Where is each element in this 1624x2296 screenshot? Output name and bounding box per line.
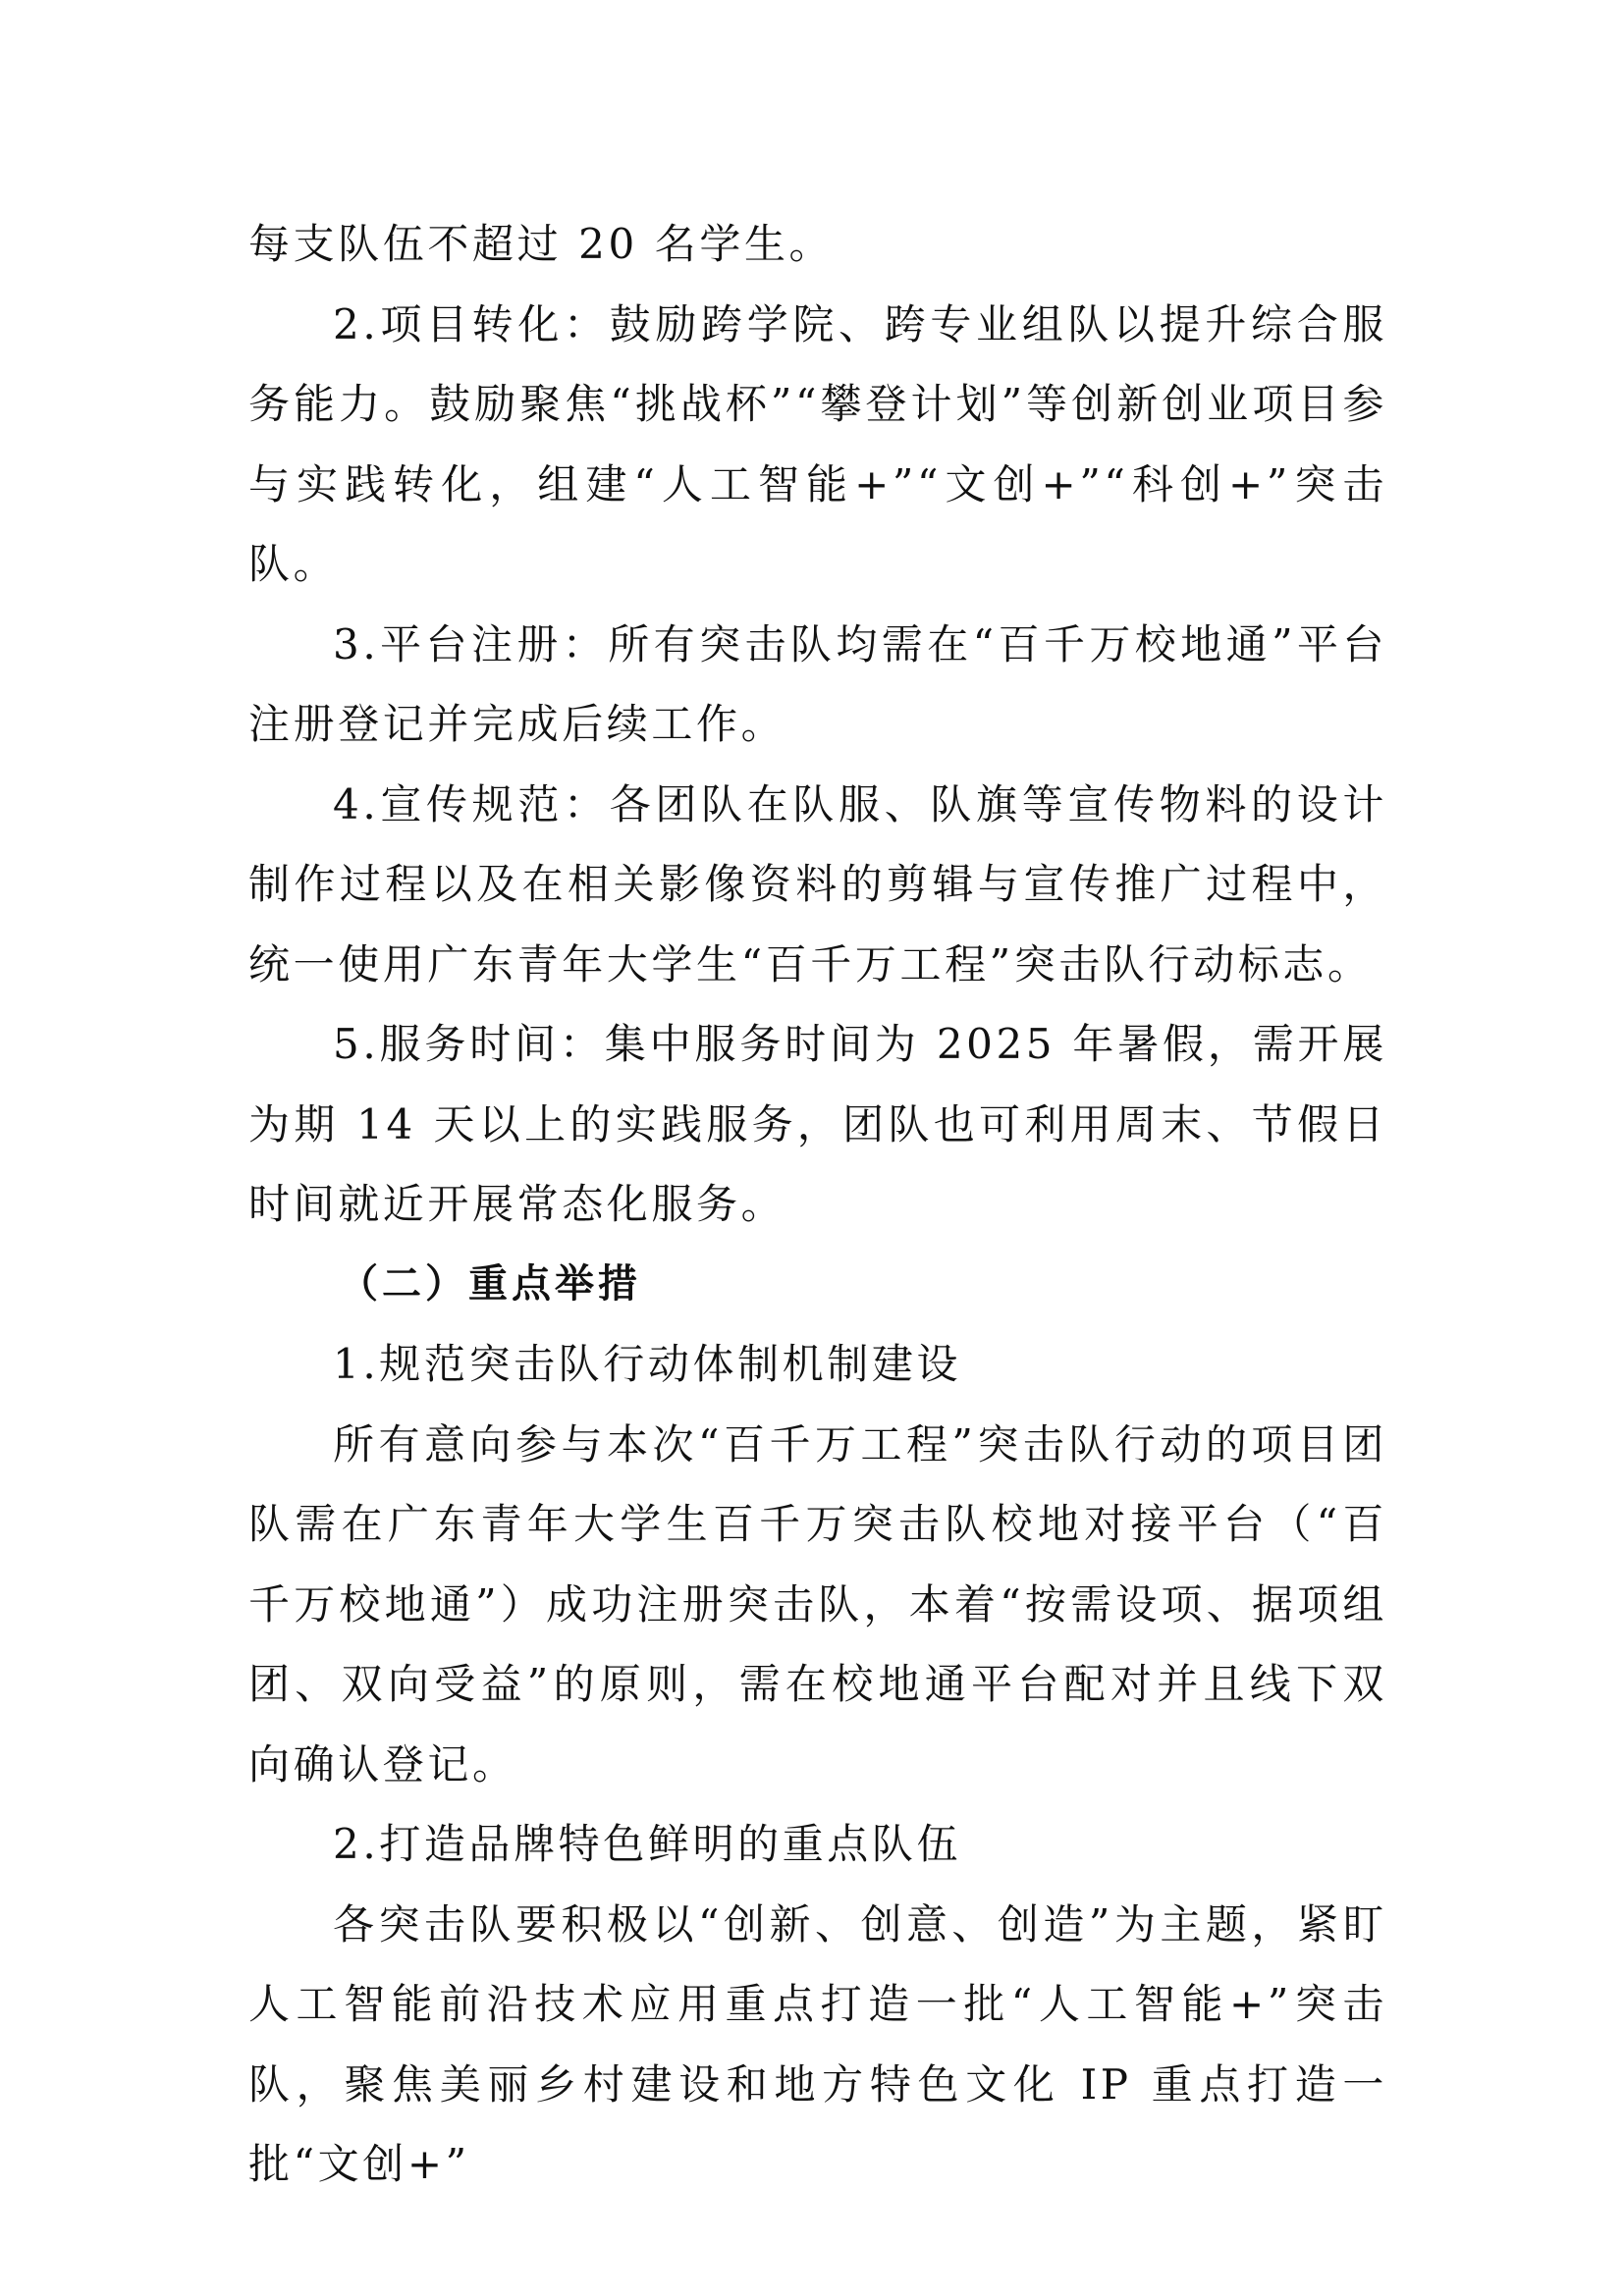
paragraph-project-conversion: 2.项目转化：鼓励跨学院、跨专业组队以提升综合服务能力。鼓励聚焦“挑战杯”“攀登计划”等创新创业项目参与实践转化，组建“人工智能+”“文创+”“科创+”突击队。 [248,299,1387,588]
document-body [248,204,1387,2205]
paragraph-mechanism-building: 所有意向参与本次“百千万工程”突击队行动的项目团队需在广东青年大学生百千万突击队校地对接平台（“百千万校地通”）成功注册突击队，本着“按需设项、据项组团、双向受益”的原则，需在校地通平台配对并且线下双向确认登记。 [248,1419,1387,1789]
paragraph-team-size: 每支队伍不超过 20 名学生。 [248,220,835,268]
subheading-brand-teams: 2.打造品牌特色鲜明的重点队伍 [333,1820,962,1868]
paragraph-platform-registration: 3.平台注册：所有突击队均需在“百千万校地通”平台注册登记并完成后续工作。 [248,619,1387,748]
subheading-mechanism-building: 1.规范突击队行动体制机制建设 [333,1340,962,1388]
section-heading-key-measures: （二）重点举措 [339,1260,641,1307]
paragraph-brand-teams: 各突击队要积极以“创新、创意、创造”为主题，紧盯人工智能前沿技术应用重点打造一批“人工智能+”突击队，聚焦美丽乡村建设和地方特色文化 IP 重点打造一批“文创+” [248,1899,1387,2188]
paragraph-service-time: 5.服务时间：集中服务时间为 2025 年暑假，需开展为期 14 天以上的实践服务，团队也可利用周末、节假日时间就近开展常态化服务。 [248,1020,1387,1228]
paragraph-publicity-standards: 4.宣传规范：各团队在队服、队旗等宣传物料的设计制作过程以及在相关影像资料的剪辑与宣传推广过程中，统一使用广东青年大学生“百千万工程”突击队行动标志。 [248,779,1387,988]
